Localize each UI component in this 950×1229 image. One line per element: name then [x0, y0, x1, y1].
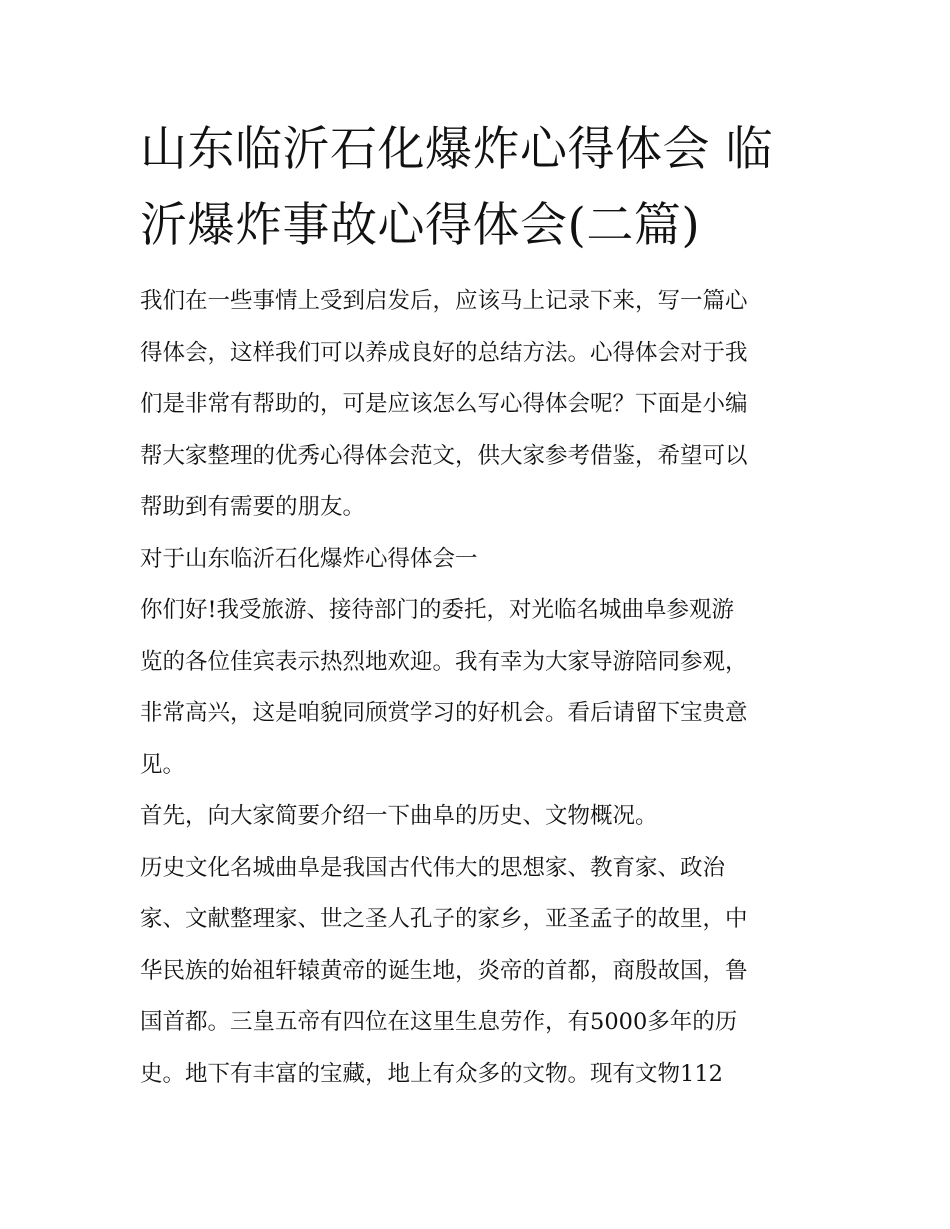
text-line: 首先，向大家简要介绍一下曲阜的历史、文物概况。 — [140, 803, 658, 829]
text-line: 华民族的始祖轩辕黄帝的诞生地，炎帝的首都，商殷故国，鲁 — [140, 957, 748, 984]
section-heading: 对于山东临沂石化爆炸心得体会一 — [140, 545, 478, 572]
document-body — [140, 276, 820, 1100]
text-line: 览的各位佳宾表示热烈地欢迎。我有幸为大家导游陪同参观， — [140, 648, 748, 675]
text-line: 们是非常有帮助的，可是应该怎么写心得体会呢？下面是小编 — [140, 391, 748, 417]
text-line: 史。地下有丰富的宝藏，地上有众多的文物。现有文物112 — [140, 1060, 723, 1087]
text-line: 历史文化名城曲阜是我国古代伟大的思想家、教育家、政治 — [140, 854, 726, 881]
text-line: 你们好!我受旅游、接待部门的委托，对光临名城曲阜参观游 — [140, 597, 735, 623]
text-line: 见。 — [140, 751, 186, 778]
title-line-1: 山东临沂石化爆炸心得体会 临 — [140, 122, 773, 177]
text-line: 我们在一些事情上受到启发后，应该马上记录下来，写一篇心 — [140, 288, 748, 314]
text-line: 国首都。三皇五帝有四位在这里生息劳作，有5000多年的历 — [140, 1009, 738, 1035]
document-title — [140, 112, 820, 264]
text-line: 非常高兴，这是咱貌同颀赏学习的好机会。看后请留下宝贵意 — [140, 700, 748, 726]
title-line-2: 沂爆炸事故心得体会(二篇) — [140, 198, 701, 253]
text-line: 家、文献整理家、世之圣人孔子的家乡，亚圣孟子的故里，中 — [140, 906, 748, 932]
text-line: 得体会，这样我们可以养成良好的总结方法。心得体会对于我 — [140, 339, 748, 366]
text-line: 帮助到有需要的朋友。 — [140, 494, 366, 520]
text-line: 帮大家整理的优秀心得体会范文，供大家参考借鉴，希望可以 — [140, 442, 748, 469]
